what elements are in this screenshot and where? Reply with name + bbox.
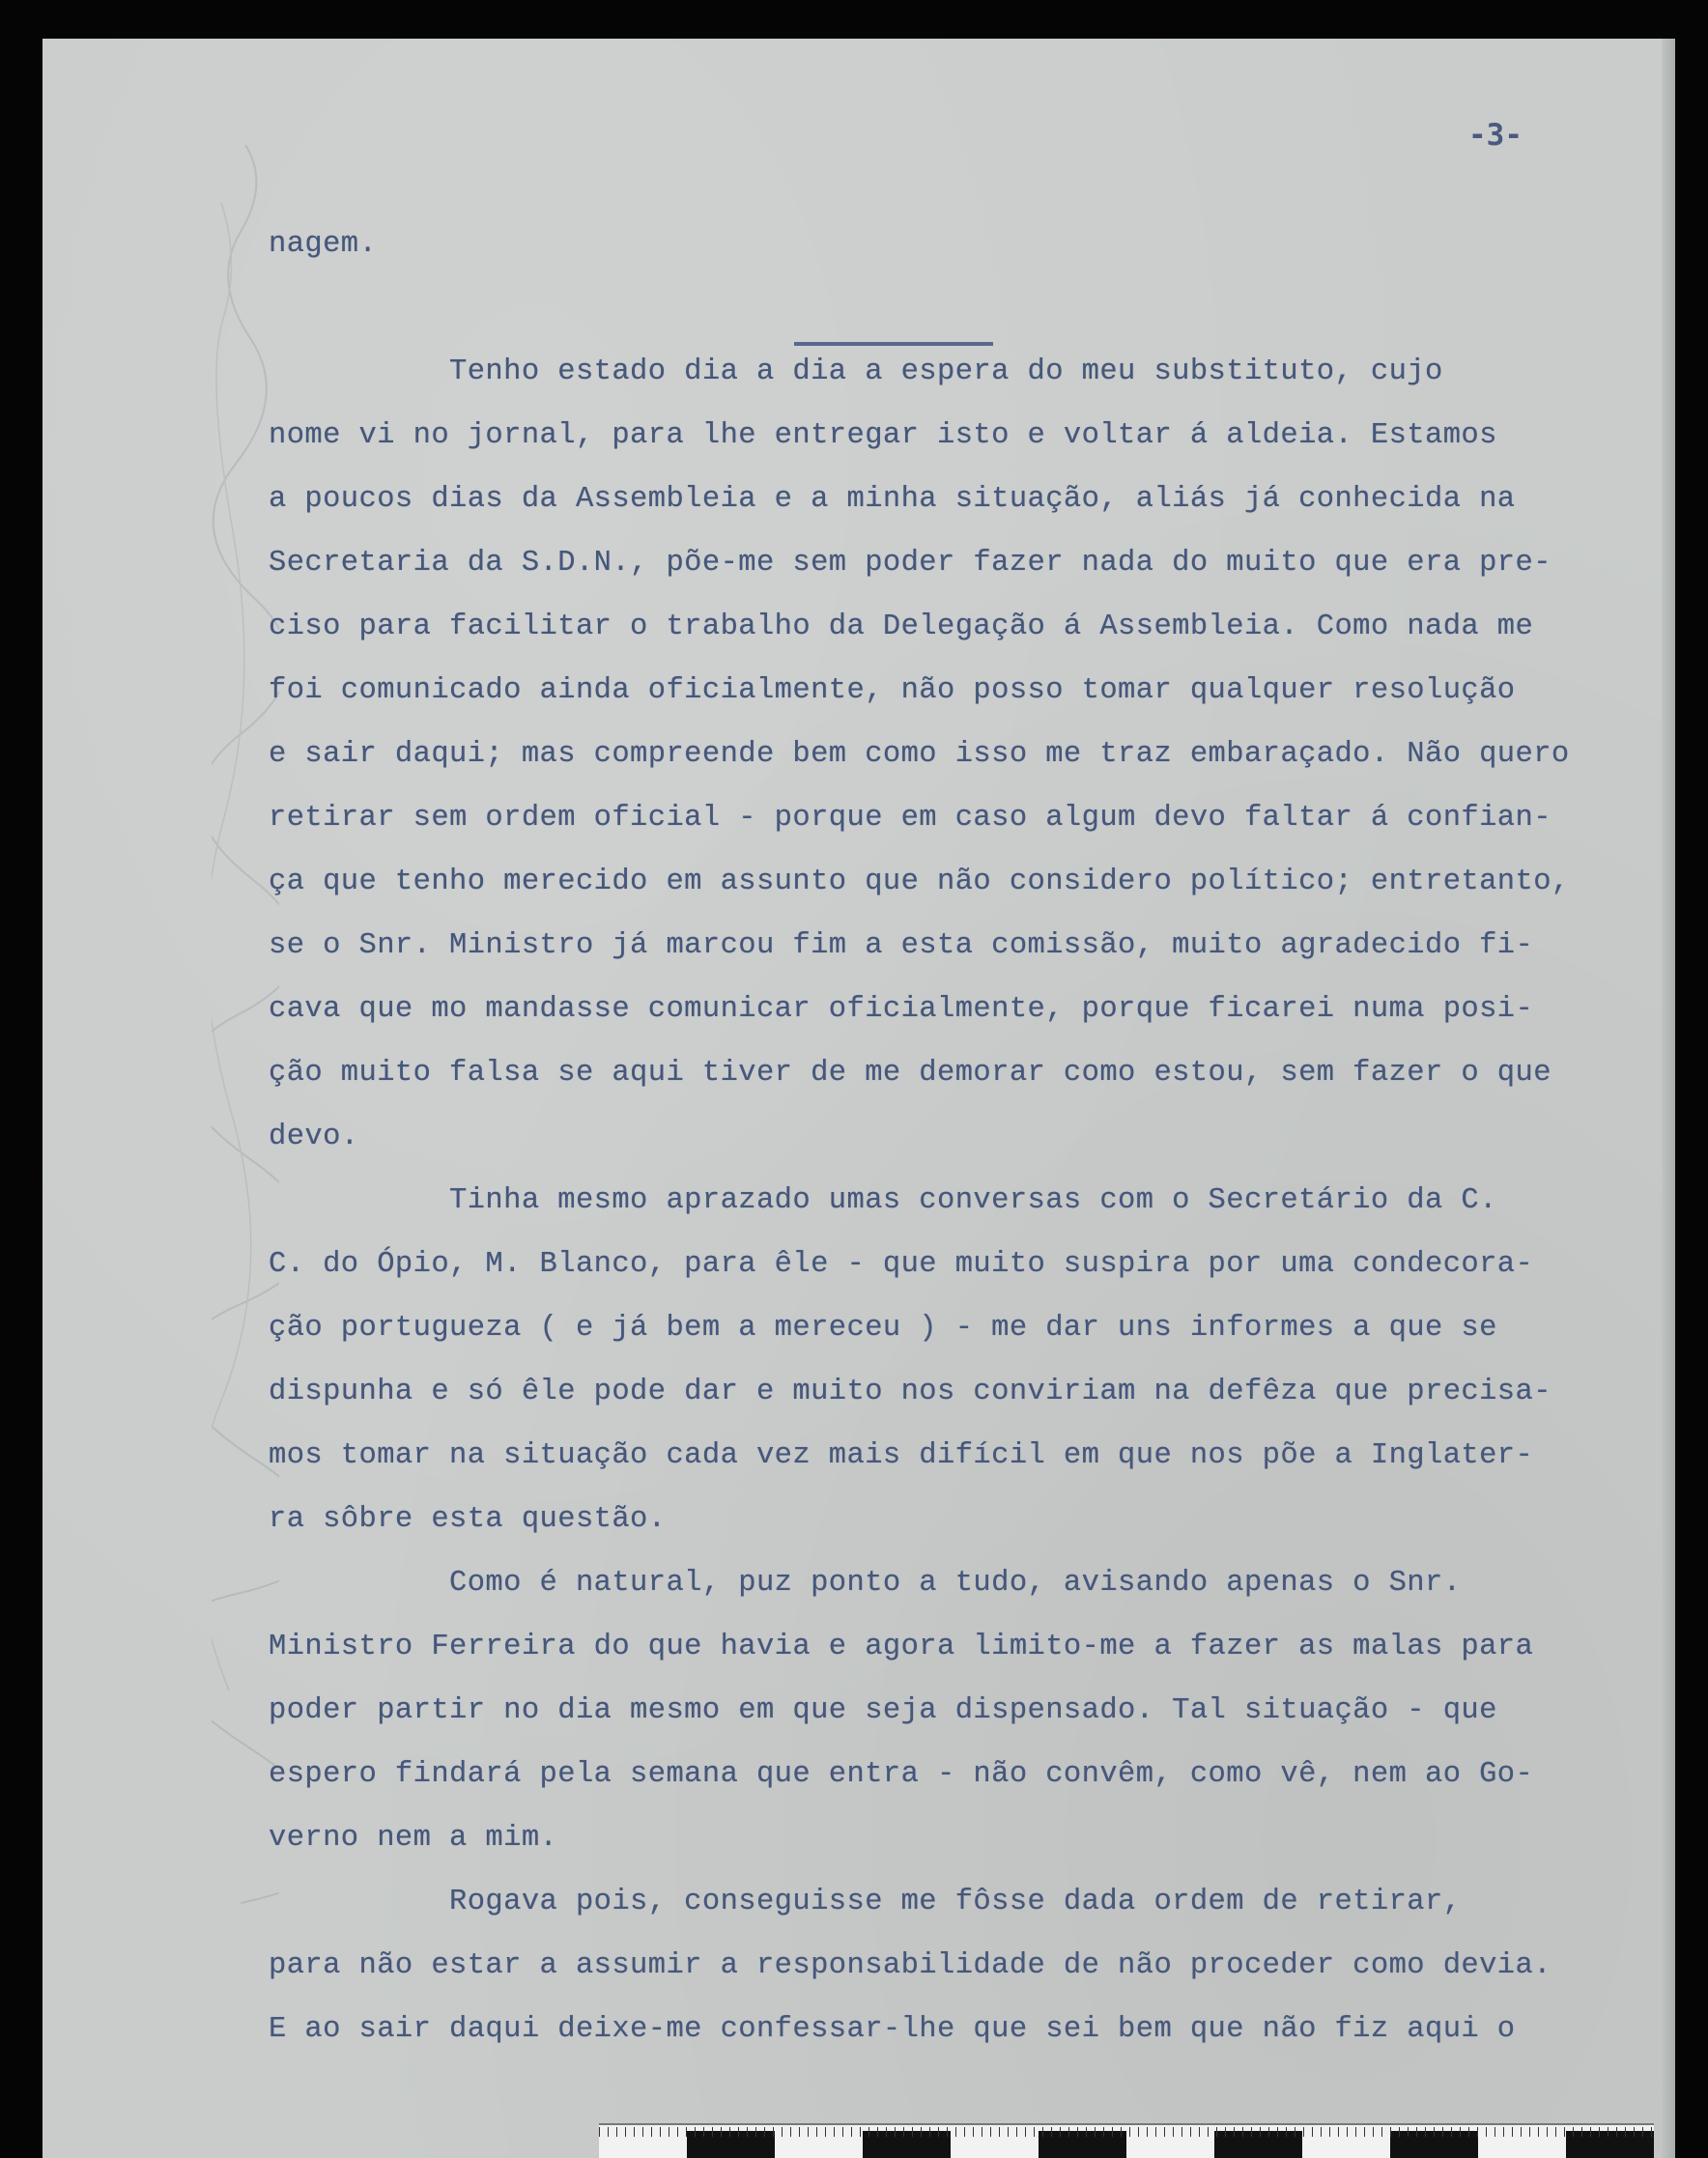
ruler-tick xyxy=(799,2127,800,2137)
text-line: nagem. xyxy=(269,228,378,261)
text-line: a poucos dias da Assembleia e a minha situação, aliás já conhecida na xyxy=(269,483,1516,516)
text-line: Secretaria da S.D.N., põe-me sem poder fazer nada do muito que era pre- xyxy=(269,547,1551,580)
ruler-tick xyxy=(1242,2127,1243,2137)
ruler-tick xyxy=(695,2127,696,2137)
page-number: -3- xyxy=(1468,118,1523,153)
ruler-tick xyxy=(1442,2127,1443,2137)
ruler-tick xyxy=(712,2127,713,2137)
ruler-tick xyxy=(651,2127,652,2137)
ruler-tick xyxy=(1373,2127,1374,2137)
ruler-tick xyxy=(990,2127,991,2137)
text-line: verno nem a mim. xyxy=(269,1822,558,1855)
ruler-tick xyxy=(1034,2127,1035,2137)
ruler-tick xyxy=(1260,2127,1261,2137)
ruler-tick xyxy=(1547,2127,1548,2137)
text-line: ção muito falsa se aqui tiver de me demorar como estou, sem fazer o que xyxy=(269,1057,1551,1090)
ruler-tick xyxy=(1008,2127,1009,2137)
ruler-tick xyxy=(1494,2127,1495,2137)
ruler-tick xyxy=(1303,2127,1304,2137)
ruler-tick xyxy=(1503,2127,1504,2137)
ruler-tick xyxy=(677,2127,678,2137)
ruler-tick xyxy=(1208,2127,1209,2137)
text-line: foi comunicado ainda oficialmente, não posso tomar qualquer resolução xyxy=(269,674,1516,707)
ruler-tick xyxy=(1416,2127,1417,2137)
ruler-tick xyxy=(1399,2127,1400,2137)
text-line: cava que mo mandasse comunicar oficialmente, porque ficarei numa posi- xyxy=(269,993,1534,1026)
ruler-tick xyxy=(1390,2127,1391,2137)
ruler-tick xyxy=(1051,2127,1052,2137)
ruler-tick xyxy=(747,2127,748,2137)
text-line: ção portugueza ( e já bem a mereceu ) - me dar uns informes a que se xyxy=(269,1312,1497,1345)
ruler-tick xyxy=(1347,2127,1348,2137)
text-line xyxy=(269,276,1650,340)
ruler-tick xyxy=(625,2127,626,2137)
ruler-tick xyxy=(938,2127,939,2137)
text-line: E ao sair daqui deixe-me confessar-lhe que sei bem que não fiz aqui o xyxy=(269,2013,1516,2046)
ruler-tick xyxy=(1095,2127,1096,2137)
ruler-tick xyxy=(738,2127,739,2137)
ruler-tick xyxy=(1381,2127,1382,2137)
ruler-tick xyxy=(816,2127,817,2137)
ruler-tick xyxy=(1616,2127,1617,2137)
ruler-tick xyxy=(703,2127,704,2137)
ruler-tick xyxy=(1521,2127,1522,2137)
ruler-tick xyxy=(1103,2127,1104,2137)
ruler-tick xyxy=(964,2127,965,2137)
ruler-tick xyxy=(642,2127,643,2137)
ruler-tick xyxy=(1573,2127,1574,2137)
ruler-tick xyxy=(1338,2127,1339,2137)
text-line: C. do Ópio, M. Blanco, para êle - que muito suspira por uma condecora- xyxy=(269,1248,1534,1281)
ruler-tick xyxy=(782,2127,783,2137)
ruler-tick xyxy=(1599,2127,1600,2137)
ruler-tick xyxy=(1077,2127,1078,2137)
ruler-tick xyxy=(1634,2127,1635,2137)
ruler-tick xyxy=(1086,2127,1087,2137)
ruler-tick xyxy=(1408,2127,1409,2137)
text-line: retirar sem ordem oficial - porque em caso algum devo faltar á confian- xyxy=(269,802,1551,835)
ruler-tick xyxy=(912,2127,913,2137)
ruler-tick xyxy=(1642,2127,1643,2137)
text-line: mos tomar na situação cada vez mais difícil em que nos põe a Inglater- xyxy=(269,1439,1534,1472)
ruler-tick xyxy=(895,2127,896,2137)
ruler-tick xyxy=(1460,2127,1461,2137)
ruler-tick xyxy=(1434,2127,1435,2137)
ruler-tick xyxy=(660,2127,661,2137)
ruler-tick xyxy=(616,2127,617,2137)
ruler-tick xyxy=(1277,2127,1278,2137)
ruler-tick xyxy=(599,2127,600,2137)
typed-letter-body xyxy=(269,213,1650,2061)
ruler-tick xyxy=(1199,2127,1200,2137)
ruler-tick xyxy=(1451,2127,1452,2137)
ruler-tick xyxy=(1025,2127,1026,2137)
ruler-tick xyxy=(860,2127,861,2137)
ruler-tick xyxy=(955,2127,956,2137)
ruler-tick xyxy=(1121,2127,1122,2137)
ruler-tick xyxy=(929,2127,930,2137)
ruler-tick xyxy=(1042,2127,1043,2137)
ruler-tick xyxy=(764,2127,765,2137)
ruler-tick xyxy=(1312,2127,1313,2137)
ruler-tick xyxy=(1155,2127,1156,2137)
text-line: se o Snr. Ministro já marcou fim a esta comissão, muito agradecido fi- xyxy=(269,929,1534,962)
ruler-tick xyxy=(1112,2127,1113,2137)
ruler-tick xyxy=(1329,2127,1330,2137)
ruler-tick xyxy=(921,2127,922,2137)
ruler-tick xyxy=(1321,2127,1322,2137)
ruler-tick xyxy=(1538,2127,1539,2137)
text-line: Tinha mesmo aprazado umas conversas com o Secretário da C. xyxy=(269,1184,1497,1217)
ruler-tick xyxy=(808,2127,809,2137)
text-line: devo. xyxy=(269,1121,359,1153)
ruler-tick xyxy=(1138,2127,1139,2137)
ruler-tick xyxy=(1590,2127,1591,2137)
text-line: nome vi no jornal, para lhe entregar isto e voltar á aldeia. Estamos xyxy=(269,419,1497,452)
text-line: espero findará pela semana que entra - não convêm, como vê, nem ao Go- xyxy=(269,1758,1534,1791)
ruler-tick xyxy=(686,2127,687,2137)
ruler-tick xyxy=(877,2127,878,2137)
text-line: e sair daqui; mas compreende bem como isso me traz embaraçado. Não quero xyxy=(269,738,1570,771)
ruler-tick xyxy=(1468,2127,1469,2137)
ruler-tick xyxy=(1068,2127,1069,2137)
text-line: ciso para facilitar o trabalho da Delegação á Assembleia. Como nada me xyxy=(269,610,1534,643)
ruler-tick xyxy=(1060,2127,1061,2137)
ruler-segment xyxy=(687,2131,775,2158)
text-line: Rogava pois, conseguisse me fôsse dada ordem de retirar, xyxy=(269,1886,1462,1918)
ruler-tick xyxy=(1216,2127,1217,2137)
ruler-tick xyxy=(842,2127,843,2137)
ruler-tick xyxy=(1512,2127,1513,2137)
ruler-tick xyxy=(790,2127,791,2137)
ruler-tick xyxy=(1251,2127,1252,2137)
ruler-tick xyxy=(1190,2127,1191,2137)
ruler-tick xyxy=(634,2127,635,2137)
ruler-tick xyxy=(947,2127,948,2137)
ruler-tick xyxy=(834,2127,835,2137)
ruler-tick xyxy=(1581,2127,1582,2137)
ruler-tick xyxy=(1268,2127,1269,2137)
text-line: Tenho estado dia a dia a espera do meu substituto, cujo xyxy=(269,355,1443,388)
ruler-segment xyxy=(1214,2131,1302,2158)
text-line: Como é natural, puz ponto a tudo, avisando apenas o Snr. xyxy=(269,1567,1462,1600)
ruler-tick xyxy=(1286,2127,1287,2137)
ruler-tick xyxy=(1564,2127,1565,2137)
ruler-segment xyxy=(1566,2131,1654,2158)
ruler-tick xyxy=(773,2127,774,2137)
ruler-tick xyxy=(1181,2127,1182,2137)
ruler-tick xyxy=(729,2127,730,2137)
ruler-tick xyxy=(721,2127,722,2137)
ruler-tick xyxy=(1173,2127,1174,2137)
ruler-tick xyxy=(1555,2127,1556,2137)
text-line: ra sôbre esta questão. xyxy=(269,1503,667,1536)
paper-edge xyxy=(1662,39,1675,2158)
text-line: poder partir no dia mesmo em que seja dispensado. Tal situação - que xyxy=(269,1694,1497,1727)
ruler-tick xyxy=(1477,2127,1478,2137)
ruler-tick xyxy=(1164,2127,1165,2137)
ruler-tick xyxy=(1129,2127,1130,2137)
ruler-tick xyxy=(1364,2127,1365,2137)
text-line: ça que tenho merecido em assunto que não considero político; entretanto, xyxy=(269,866,1570,898)
ruler-tick xyxy=(1225,2127,1226,2137)
text-line: Ministro Ferreira do que havia e agora limito-me a fazer as malas para xyxy=(269,1631,1534,1663)
ruler-tick xyxy=(973,2127,974,2137)
ruler-tick xyxy=(755,2127,756,2137)
ruler-tick xyxy=(868,2127,869,2137)
scale-ruler xyxy=(599,2123,1654,2158)
ruler-tick xyxy=(886,2127,887,2137)
text-line: dispunha e só êle pode dar e muito nos conviriam na defêza que precisa- xyxy=(269,1376,1551,1408)
ruler-tick xyxy=(1147,2127,1148,2137)
text-line: para não estar a assumir a responsabilidade de não proceder como devia. xyxy=(269,1949,1551,1982)
ruler-tick xyxy=(851,2127,852,2137)
ruler-tick xyxy=(825,2127,826,2137)
ruler-tick xyxy=(608,2127,609,2137)
ruler-tick xyxy=(1355,2127,1356,2137)
ruler-tick xyxy=(1625,2127,1626,2137)
ruler-tick xyxy=(1529,2127,1530,2137)
ruler-tick xyxy=(1234,2127,1235,2137)
ruler-tick xyxy=(1425,2127,1426,2137)
ruler-tick xyxy=(903,2127,904,2137)
ruler-tick xyxy=(1651,2127,1652,2137)
ruler-tick xyxy=(1016,2127,1017,2137)
ruler-tick xyxy=(1486,2127,1487,2137)
ruler-tick xyxy=(999,2127,1000,2137)
